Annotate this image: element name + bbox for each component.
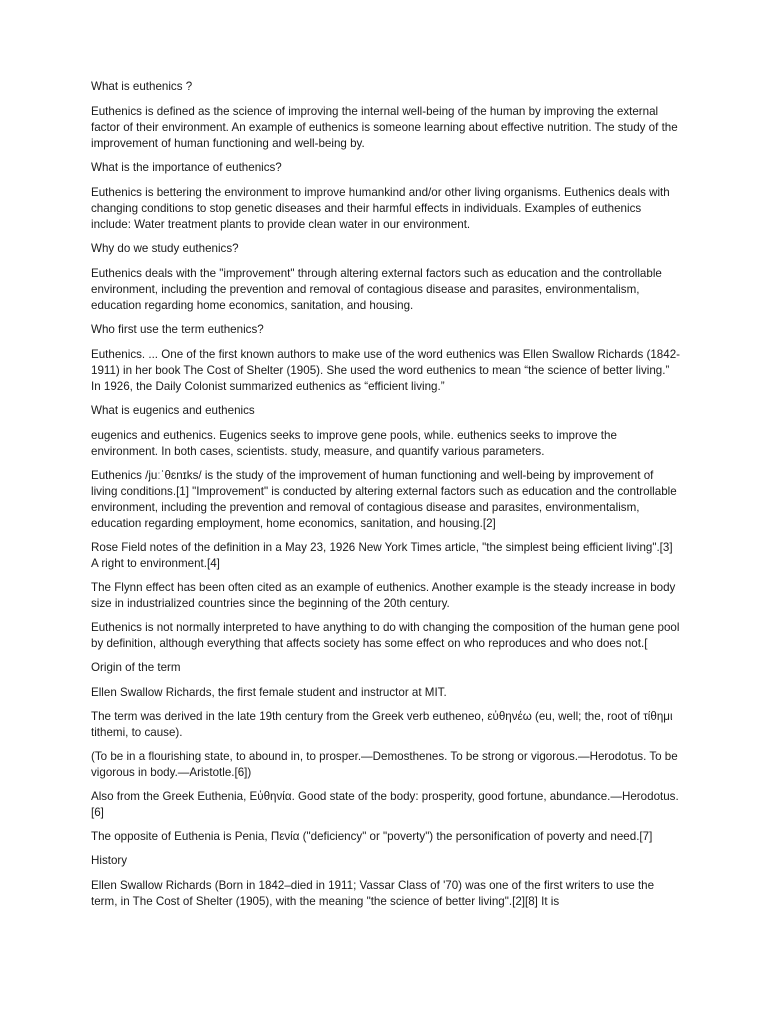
- question-heading: What is the importance of euthenics?: [91, 161, 282, 174]
- paragraph: Euthenics. ... One of the first known authors to make use of the word euthenics was Ellen Swallow Richards (1842-1911) in her book The Cost of Shelter (1905). She used the word euthenics to mean “the science of better living.” In 1926, the Daily Colonist summarized euthenics as “efficient living.”: [91, 348, 680, 393]
- paragraph: The term was derived in the late 19th century from the Greek verb eutheneo, εὐθηνέω (eu, well; the, root of τίθημι tithemi, to cause).: [91, 710, 673, 739]
- paragraph: Euthenics is bettering the environment to improve humankind and/or other living organisms. Euthenics deals with changing conditions to stop genetic diseases and their harmful effects in individuals. Examples of euthenics include: Water treatment plants to provide clean water in our environment.: [91, 186, 670, 231]
- paragraph: Also from the Greek Euthenia, Εὐθηνία. Good state of the body: prosperity, good fortune, abundance.—Herodotus.[6]: [91, 790, 679, 819]
- section-heading-origin: Origin of the term: [91, 661, 181, 674]
- paragraph: Rose Field notes of the definition in a May 23, 1926 New York Times article, "the simplest being efficient living".[3] A right to environment.[4]: [91, 541, 673, 570]
- paragraph: Euthenics /juːˈθɛnɪks/ is the study of the improvement of human functioning and well-being by improvement of living conditions.[1] "Improvement" is conducted by altering external factors such as education and the controllable environment, including the prevention and removal of contagious disease and parasites, environmentalism, education regarding employment, home economics, sanitation, and housing.[2]: [91, 469, 677, 530]
- question-heading: What is euthenics ?: [91, 80, 193, 93]
- paragraph: Euthenics is not normally interpreted to have anything to do with changing the composition of the human gene pool by definition, although everything that affects society has some effect on who reproduces and who does not.[: [91, 621, 680, 650]
- paragraph: eugenics and euthenics. Eugenics seeks to improve gene pools, while. euthenics seeks to improve the environment. In both cases, scientists. study, measure, and quantify various parameters.: [91, 429, 617, 458]
- question-heading: What is eugenics and euthenics: [91, 404, 255, 417]
- paragraph: The opposite of Euthenia is Penia, Πενία ("deficiency" or "poverty") the personification of poverty and need.[7]: [91, 830, 653, 843]
- paragraph: Euthenics deals with the "improvement" through altering external factors such as education and the controllable environment, including the prevention and removal of contagious disease and parasites, environmentalism, education regarding home economics, sanitation, and housing.: [91, 267, 662, 312]
- question-heading: Who first use the term euthenics?: [91, 323, 264, 336]
- paragraph: (To be in a flourishing state, to abound in, to prosper.—Demosthenes. To be strong or vigorous.—Herodotus. To be vigorous in body.—Aristotle.[6]): [91, 750, 678, 779]
- paragraph: Ellen Swallow Richards, the first female student and instructor at MIT.: [91, 686, 447, 699]
- paragraph: Euthenics is defined as the science of improving the internal well-being of the human by improving the external factor of their environment. An example of euthenics is someone learning about effective nutrition. The study of the improvement of human functioning and well-being by.: [91, 105, 678, 150]
- question-heading: Why do we study euthenics?: [91, 242, 239, 255]
- paragraph: The Flynn effect has been often cited as an example of euthenics. Another example is the steady increase in body size in industrialized countries since the beginning of the 20th century.: [91, 581, 676, 610]
- section-heading-history: History: [91, 854, 128, 867]
- paragraph: Ellen Swallow Richards (Born in 1842–died in 1911; Vassar Class of '70) was one of the first writers to use the term, in The Cost of Shelter (1905), with the meaning "the science of better living".[2][8] It is: [91, 879, 655, 908]
